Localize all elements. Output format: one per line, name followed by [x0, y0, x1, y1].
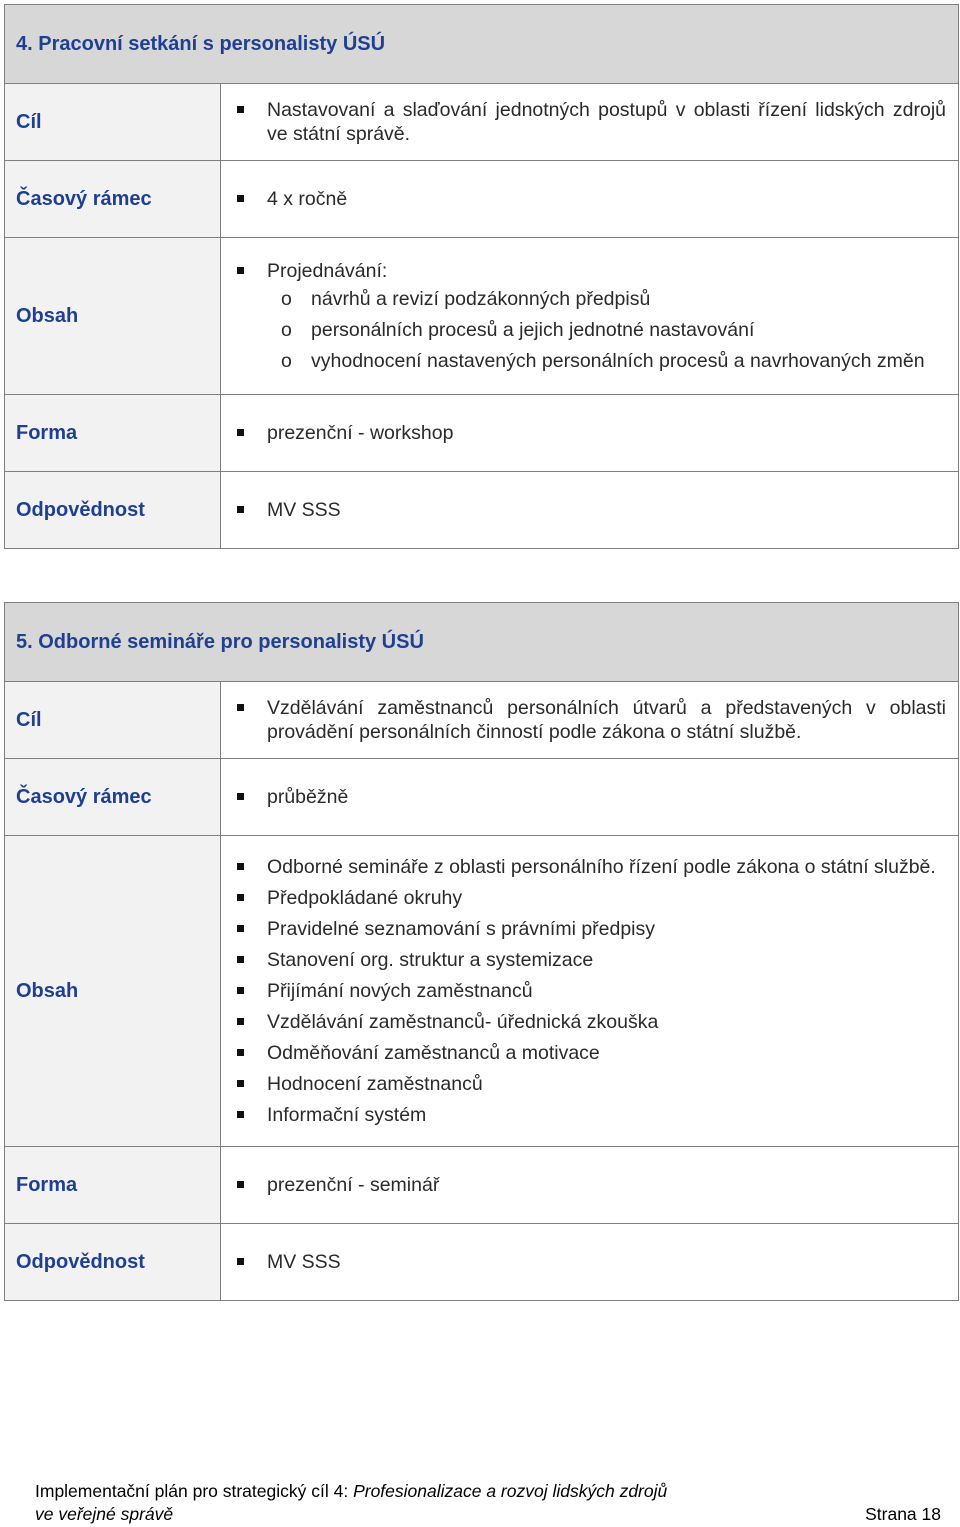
sub-list-item: o vyhodnocení nastavených personálních procesů a navrhovaných změn: [281, 350, 925, 372]
content-cil: [221, 84, 958, 160]
list-item: Předpokládané okruhy: [237, 886, 946, 910]
row-obsah: [4, 238, 959, 395]
content-forma: [221, 395, 958, 471]
row-obsah: [4, 836, 959, 1147]
label-cil: Cíl: [5, 682, 221, 758]
sub-list-item: o personálních procesů a jejich jednotné nastavování: [281, 319, 755, 341]
obsah-intro: Projednávání:: [267, 260, 388, 282]
content-odpovednost: [221, 472, 958, 548]
circle-bullet-icon: o: [281, 319, 292, 341]
sub-list: [267, 287, 946, 373]
list-item: [237, 259, 946, 373]
list-item: Informační systém: [237, 1103, 946, 1127]
list-item: Hodnocení zaměstnanců: [237, 1072, 946, 1096]
row-odpovednost: [4, 1224, 959, 1301]
list-item: průběžně: [237, 785, 946, 809]
page-number: Strana 18: [865, 1504, 941, 1524]
list-item: Vzdělávání zaměstnanců- úřednická zkouška: [237, 1010, 946, 1034]
footer-line-1: [35, 1480, 941, 1503]
content-obsah: [221, 238, 958, 394]
list-item: prezenční - workshop: [237, 421, 946, 445]
label-casovy-ramec: Časový rámec: [5, 759, 221, 835]
label-odpovednost: Odpovědnost: [5, 1224, 221, 1300]
list-item: prezenční - seminář: [237, 1173, 946, 1197]
label-obsah: Obsah: [5, 836, 221, 1146]
label-obsah: Obsah: [5, 238, 221, 394]
list-item: Nastavovaní a slaďování jednotných postupů v oblasti řízení lidských zdrojů ve státní správě.: [237, 98, 946, 146]
row-forma: [4, 395, 959, 472]
footer-line-2: [35, 1503, 941, 1526]
row-cil: [4, 84, 959, 161]
circle-bullet-icon: o: [281, 350, 292, 372]
content-casovy-ramec: [221, 759, 958, 835]
list-item: Vzdělávání zaměstnanců personálních útvarů a představených v oblasti provádění personálních činností podle zákona o státní službě.: [237, 696, 946, 744]
label-cil: Cíl: [5, 84, 221, 160]
list-item: Odměňování zaměstnanců a motivace: [237, 1041, 946, 1065]
row-cil: [4, 682, 959, 759]
page-footer: [35, 1480, 941, 1526]
list-item: Pravidelné seznamování s právními předpisy: [237, 917, 946, 941]
section-5-title: 5. Odborné semináře pro personalisty ÚSÚ: [4, 602, 959, 682]
row-casovy-ramec: [4, 161, 959, 238]
footer-goal-title-cont: ve veřejné správě: [35, 1504, 174, 1524]
row-forma: [4, 1147, 959, 1224]
list-item: MV SSS: [237, 498, 946, 522]
label-casovy-ramec: Časový rámec: [5, 161, 221, 237]
content-casovy-ramec: [221, 161, 958, 237]
list-item: MV SSS: [237, 1250, 946, 1274]
content-odpovednost: [221, 1224, 958, 1300]
label-forma: Forma: [5, 1147, 221, 1223]
list-item: Stanovení org. struktur a systemizace: [237, 948, 946, 972]
content-obsah: [221, 836, 958, 1146]
sub-list-item: o návrhů a revizí podzákonných předpisů: [281, 288, 651, 310]
footer-goal-title: Profesionalizace a rozvoj lidských zdrojů: [353, 1481, 668, 1501]
row-odpovednost: [4, 472, 959, 549]
list-item: Přijímání nových zaměstnanců: [237, 979, 946, 1003]
label-odpovednost: Odpovědnost: [5, 472, 221, 548]
content-forma: [221, 1147, 958, 1223]
list-item: Odborné semináře z oblasti personálního řízení podle zákona o státní službě.: [237, 855, 946, 879]
table-section-5: [4, 602, 959, 1301]
label-forma: Forma: [5, 395, 221, 471]
section-4-title: 4. Pracovní setkání s personalisty ÚSÚ: [4, 4, 959, 84]
content-cil: [221, 682, 958, 758]
table-section-4: [4, 4, 959, 549]
circle-bullet-icon: o: [281, 288, 292, 310]
row-casovy-ramec: [4, 759, 959, 836]
footer-plan-text: Implementační plán pro strategický cíl 4:: [35, 1481, 354, 1501]
list-item: 4 x ročně: [237, 187, 946, 211]
